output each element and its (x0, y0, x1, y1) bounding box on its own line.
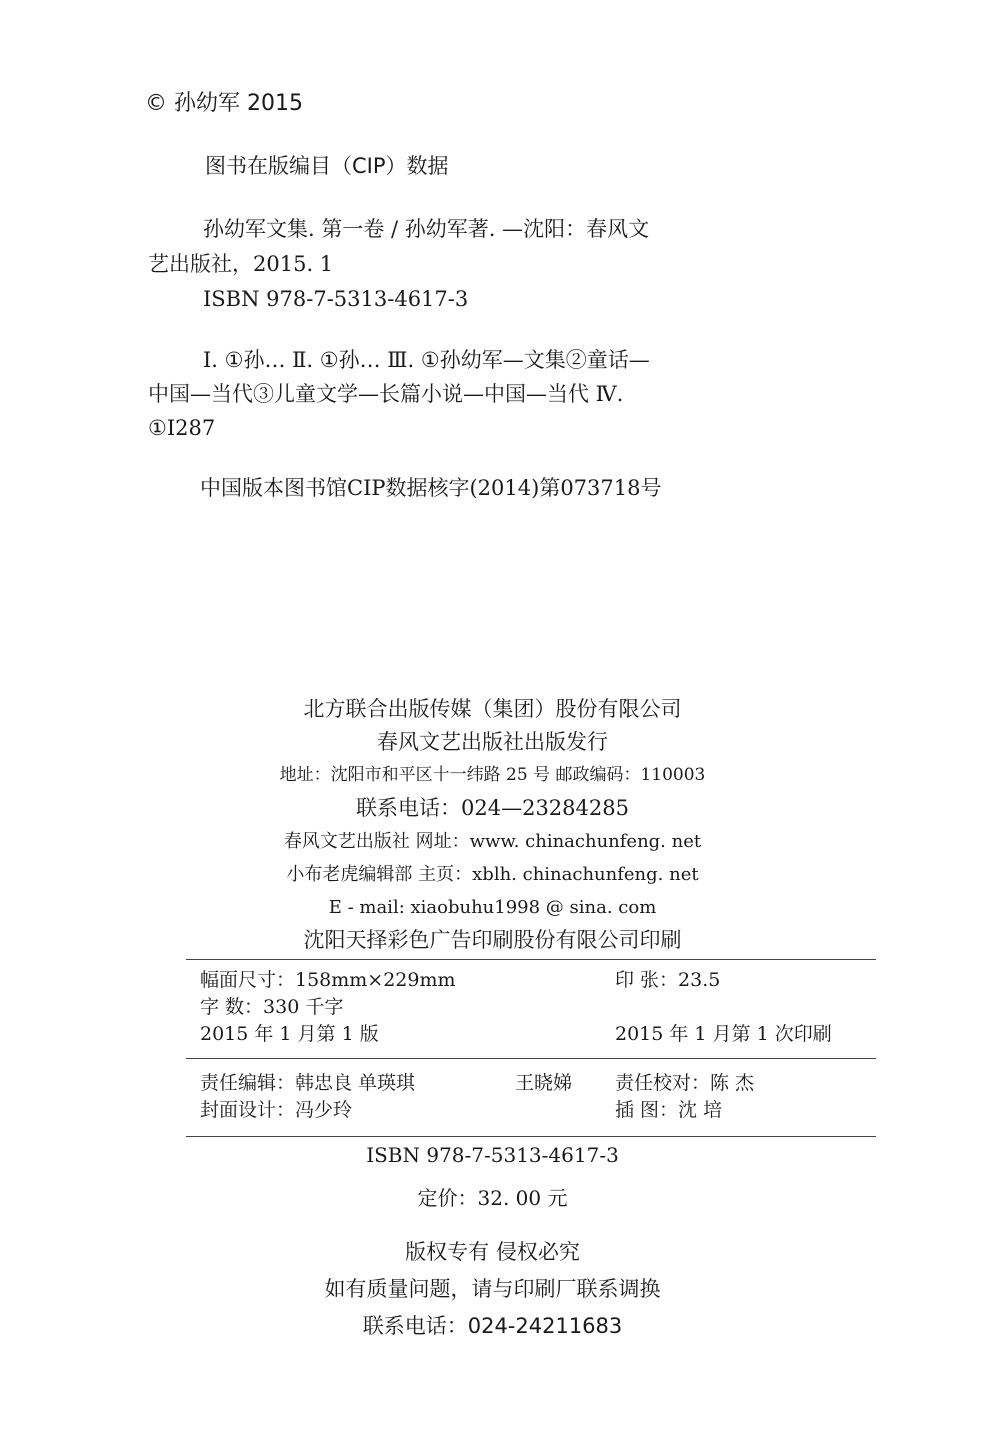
publisher-address: 地址：沈阳市和平区十一纬路 25 号 邮政编码：110003 (279, 765, 706, 785)
cip-entry (148, 212, 649, 317)
publisher-house: 春风文艺出版社出版发行 (377, 730, 608, 754)
spec-format: 幅面尺寸：158mm×229mm (200, 969, 456, 991)
spec-right-column (615, 967, 832, 1048)
divider-top (186, 959, 876, 960)
spec-edition: 2015 年 1 月第 1 版 (200, 1023, 379, 1045)
credit-cover-design: 封面设计：冯少玲 (200, 1099, 353, 1121)
publisher-block (0, 693, 985, 957)
divider-bottom (186, 1136, 876, 1137)
publisher-group: 北方联合出版传媒（集团）股份有限公司 (303, 697, 682, 721)
divider-middle (186, 1058, 876, 1059)
cip-entry-line2: 艺出版社，2015. 1 (148, 252, 334, 276)
rights-block (0, 1234, 985, 1345)
cip-subject-line1: Ⅰ. ①孙… Ⅱ. ①孙… Ⅲ. ①孙幼军—文集②童话— (203, 348, 650, 372)
cip-heading: 图书在版编目（CIP）数据 (205, 154, 449, 178)
credit-illustrator: 插 图：沈 培 (615, 1099, 723, 1121)
cip-subjects (148, 343, 650, 445)
publisher-homepage: 小布老虎编辑部 主页：xblh. chinachunfeng. net (286, 864, 699, 885)
price: 定价：32. 00 元 (417, 1186, 568, 1210)
spec-left-column (200, 967, 456, 1048)
credits-left-column (200, 1070, 415, 1124)
rights-phone: 联系电话：024-24211683 (362, 1314, 623, 1338)
cip-isbn: ISBN 978-7-5313-4617-3 (203, 287, 469, 311)
publisher-email: E - mail: xiaobuhu1998 @ sina. com (328, 897, 657, 918)
spec-words: 字 数：330 千字 (200, 996, 344, 1018)
isbn-bottom: ISBN 978-7-5313-4617-3 (366, 1143, 619, 1167)
credit-proofreader: 责任校对：陈 杰 (615, 1072, 755, 1094)
spec-sheets: 印 张：23.5 (615, 969, 721, 991)
printer-name: 沈阳天择彩色广告印刷股份有限公司印刷 (303, 928, 682, 952)
copyright-notice: © 孙幼军 2015 (145, 91, 303, 116)
publisher-phone: 联系电话：024—23284285 (356, 796, 629, 820)
credits-right-column (615, 1070, 754, 1124)
cip-subject-line2: 中国—当代③儿童文学—长篇小说—中国—当代 Ⅳ. (148, 382, 624, 406)
credit-editors: 责任编辑：韩忠良 单瑛琪 (200, 1072, 416, 1094)
cip-subject-line3: ①I287 (148, 416, 216, 440)
cip-approval-number: 中国版本图书馆CIP数据核字(2014)第073718号 (200, 476, 662, 500)
rights-quality: 如有质量问题，请与印刷厂联系调换 (324, 1277, 661, 1301)
publisher-website: 春风文艺出版社 网址：www. chinachunfeng. net (283, 831, 702, 852)
credit-editor3: 王晓娣 (515, 1072, 573, 1094)
spec-printing: 2015 年 1 月第 1 次印刷 (615, 1023, 832, 1045)
cip-entry-line1: 孙幼军文集. 第一卷 / 孙幼军著. —沈阳：春风文 (203, 217, 650, 241)
rights-reserved: 版权专有 侵权必究 (405, 1240, 580, 1264)
